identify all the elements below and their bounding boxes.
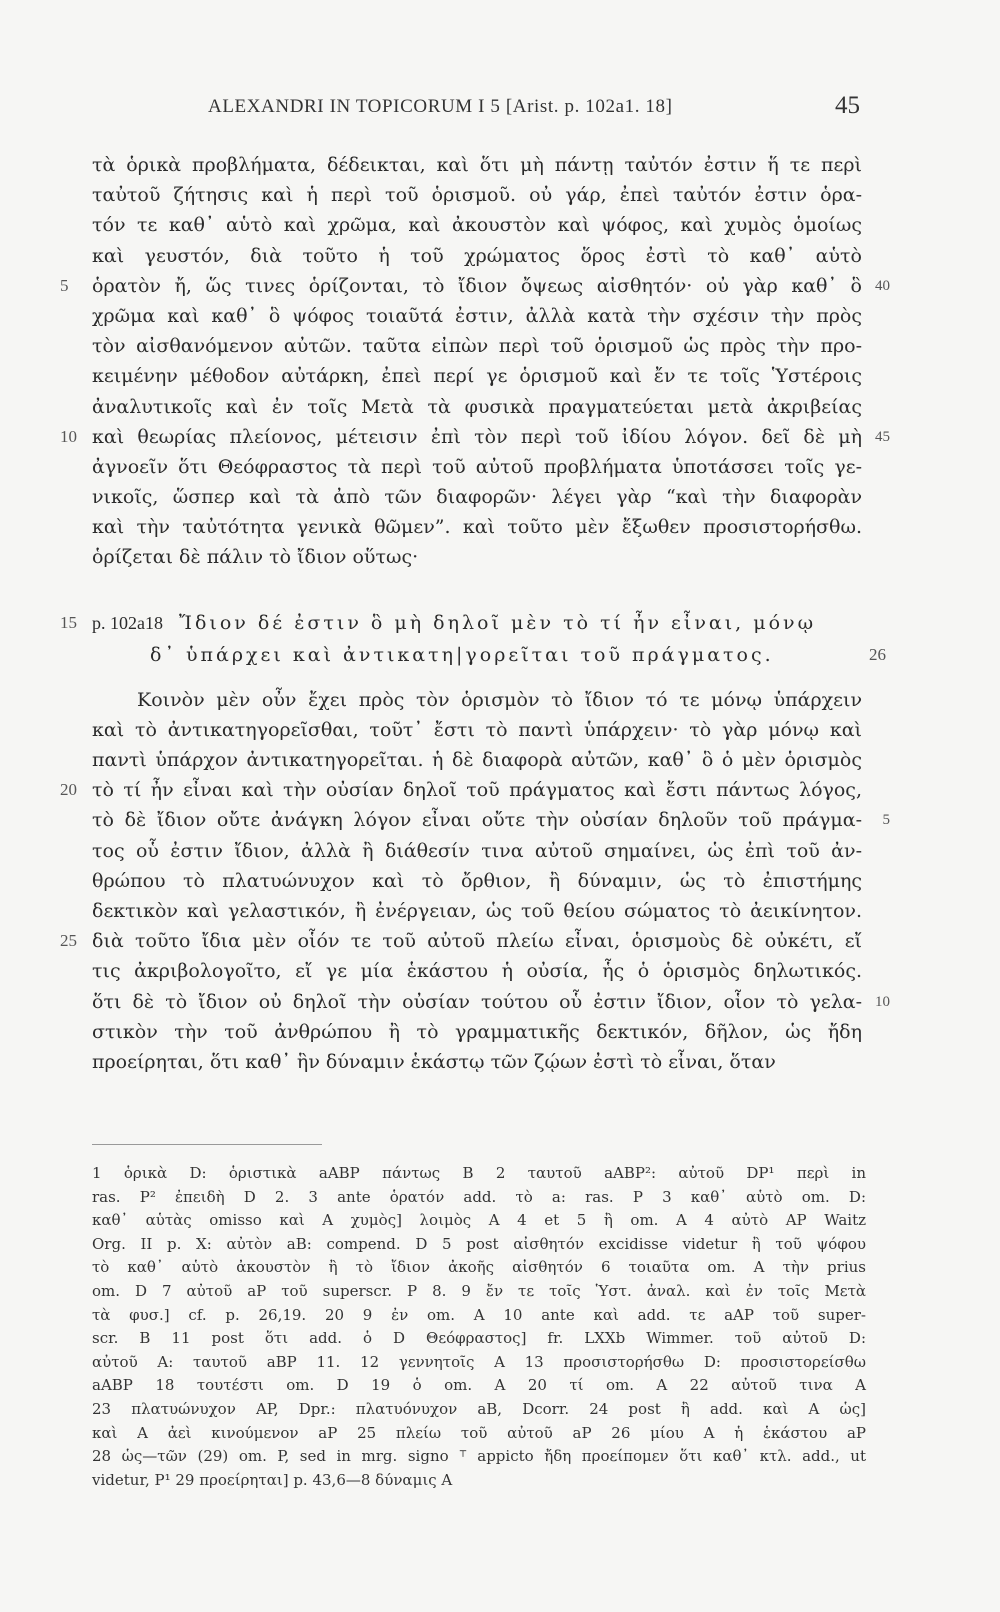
lemma-text-1: Ἴδιον δέ ἐστιν ὃ μὴ δηλοῖ μὲν τὸ τί ἦν εἶναι, μόνῳ — [179, 611, 817, 634]
line-text: στικὸν τὴν τοῦ ἀνθρώπου ἢ τὸ γραμματικῆς δεκτικόν, δῆλον, ὡς ἤδη — [92, 1020, 862, 1043]
text-line — [92, 1017, 862, 1047]
page-header — [0, 92, 1000, 132]
text-line — [92, 512, 862, 542]
apparatus-line: τὸ καθ᾽ αὑτὸ ἀκουστὸν ἢ τὸ ἴδιον ἀκοῆς αἰσθητόν 6 τοιαῦτα om. A τὴν prius — [92, 1258, 866, 1277]
apparatus-line: videtur, P¹ 29 προείρηται] p. 43,6—8 δύναμις A — [92, 1470, 453, 1489]
text-line — [92, 685, 862, 715]
text-line — [92, 361, 862, 391]
apparatus-line: αὐτοῦ A: ταυτοῦ aBP 11. 12 γεννητοῖς A 13 προσιστορήσθω D: προσιστορείσθω — [92, 1352, 866, 1371]
lemma-line-2 — [92, 639, 886, 671]
line-text: ταὐτοῦ ζήτησις καὶ ἡ περὶ τοῦ ὁρισμοῦ. οὐ γάρ, ἐπεὶ ταὐτόν ἐστιν ὁρα- — [92, 184, 862, 207]
commentary-block-2 — [60, 685, 890, 1077]
text-line — [92, 542, 862, 572]
line-text: ἀναλυτικοῖς καὶ ἐν τοῖς Μετὰ τὰ φυσικὰ πραγματεύεται μετὰ ἀκριβείας — [92, 395, 862, 418]
line-text: τὸν αἰσθανόμενον αὐτῶν. ταῦτα εἰπὼν περὶ τοῦ ὁρισμοῦ ὡς πρὸς τὴν προ- — [92, 335, 862, 358]
line-text: θρώπου τὸ πλατυώνυχον καὶ τὸ ὄρθιον, ἢ δύναμιν, ὡς τὸ ἐπιστήμης — [92, 869, 862, 892]
text-line — [92, 150, 862, 180]
text-line — [60, 271, 890, 301]
text-line — [92, 452, 862, 482]
line-text: διὰ τοῦτο ἴδια μὲν οἷόν τε τοῦ αὐτοῦ πλείω εἶναι, ὁρισμοὺς δὲ οὐκέτι, εἴ — [92, 930, 862, 953]
footnote-rule — [92, 1144, 322, 1145]
text-line — [92, 331, 862, 361]
margin-number: 5 — [882, 812, 890, 829]
lemma-block — [60, 607, 886, 671]
line-text: ὁρατὸν ἤ, ὥς τινες ὁρίζονται, τὸ ἴδιον ὄψεως αἰσθητόν· οὐ γὰρ καθ᾽ ὃ — [92, 274, 862, 297]
line-text: τόν τε καθ᾽ αὑτὸ καὶ χρῶμα, καὶ ἀκουστὸν καὶ ψόφος, καὶ χυμὸς ὁμοίως — [92, 214, 862, 237]
text-line — [92, 210, 862, 240]
text-line — [92, 866, 862, 896]
running-head: ALEXANDRI IN TOPICORUM I 5 [Arist. p. 102a1. 18] — [208, 96, 673, 117]
line-text: τὰ ὁρικὰ προβλήματα, δέδεικται, καὶ ὅτι μὴ πάντῃ ταὐτόν ἐστιν ἥ τε περὶ — [92, 154, 862, 176]
text-line — [60, 775, 862, 805]
apparatus-line: 1 ὁρικὰ D: ὁριστικὰ aABP πάντως B 2 ταυτοῦ aABP²: αὐτοῦ DP¹ περὶ in — [92, 1164, 866, 1182]
line-text: Κοινὸν μὲν οὖν ἔχει πρὸς τὸν ὁρισμὸν τὸ ἴδιον τό τε μόνῳ ὑπάρχειν — [137, 688, 862, 711]
line-text: τος οὗ ἐστιν ἴδιον, ἀλλὰ ἢ διάθεσίν τινα αὐτοῦ σημαίνει, ὡς ἐπὶ τοῦ ἀν- — [92, 839, 862, 862]
main-text — [60, 150, 890, 1077]
text-line — [60, 926, 862, 956]
line-number: 20 — [60, 780, 77, 800]
line-text: καὶ τὴν ταὐτότητα γενικὰ θῶμεν”. καὶ τοῦτο μὲν ἔξωθεν προσιστορήσθω. — [92, 516, 862, 539]
text-line — [60, 422, 890, 452]
line-number: 25 — [60, 931, 77, 951]
text-line — [92, 805, 890, 835]
line-number: 5 — [60, 275, 69, 295]
line-text: τὸ τί ἦν εἶναι καὶ τὴν οὐσίαν δηλοῖ τοῦ πράγματος καὶ ἔστι πάντως λόγος, — [92, 779, 862, 802]
line-text: καὶ τὸ ἀντικατηγορεῖσθαι, τοῦτ᾽ ἔστι τὸ παντὶ ὑπάρχειν· τὸ γὰρ μόνῳ καὶ — [92, 718, 862, 741]
margin-number: 45 — [875, 428, 890, 445]
line-text: καὶ θεωρίας πλείονος, μέτεισιν ἐπὶ τὸν περὶ τοῦ ἰδίου λόγον. δεῖ δὲ μὴ — [92, 425, 862, 448]
line-text: παντὶ ὑπάρχον ἀντικατηγορεῖται. ἡ δὲ διαφορὰ αὐτῶν, καθ᾽ ὃ ὁ μὲν ὁρισμὸς — [92, 749, 862, 771]
text-line — [92, 301, 862, 331]
margin-number: 40 — [875, 277, 890, 294]
section-gap-2 — [92, 671, 862, 685]
line-text: προείρηται, ὅτι καθ᾽ ἣν δύναμιν ἑκάστῳ τῶν ζῴων ἐστὶ τὸ εἶναι, ὅταν — [92, 1050, 776, 1073]
line-text: ἀγνοεῖν ὅτι Θεόφραστος τὰ περὶ τοῦ αὐτοῦ προβλήματα ὑποτάσσει τοῖς γε- — [92, 455, 862, 478]
lemma-text-2: δ᾽ ὑπάρχει καὶ ἀντικατη|γορεῖται τοῦ πράγματος. — [150, 643, 774, 666]
text-line — [92, 241, 862, 271]
apparatus-line: καὶ A ἀεὶ κινούμενον aP 25 πλείω τοῦ αὐτοῦ aP 26 μίου A ἡ ἑκάστου aP — [92, 1423, 866, 1442]
line-text: χρῶμα καὶ καθ᾽ ὃ ψόφος τοιαῦτά ἐστιν, ἀλλὰ κατὰ τὴν σχέσιν τὴν πρὸς — [92, 304, 862, 327]
apparatus-line: 23 πλατυώνυχον AP, Dpr.: πλατυόνυχον aB, Dcorr. 24 post ἢ add. καὶ A ὡς] — [92, 1399, 866, 1418]
apparatus-line: ras. P² ἐπειδὴ D 2. 3 ante ὁρατόν add. τὸ a: ras. P 3 καθ᾽ αὑτὸ om. D: — [92, 1187, 866, 1206]
lemma-reference: p. 102a18 — [92, 612, 163, 633]
line-text: ὁρίζεται δὲ πάλιν τὸ ἴδιον οὕτως· — [92, 546, 419, 569]
critical-apparatus — [92, 1162, 866, 1492]
apparatus-line: aABP 18 τουτέστι om. D 19 ὁ om. A 20 τί om. A 22 αὐτοῦ τινα A — [92, 1376, 866, 1395]
apparatus-line: τὰ φυσ.] cf. p. 26,19. 20 9 ἐν om. A 10 ante καὶ add. τε aAP τοῦ super- — [92, 1305, 866, 1324]
lemma-line-number: 15 — [60, 612, 77, 632]
line-text: τὸ δὲ ἴδιον οὔτε ἀνάγκη λόγον εἶναι οὔτε τὴν οὐσίαν δηλοῦν τοῦ πράγμα- — [92, 809, 862, 832]
apparatus-line: om. D 7 αὐτοῦ aP τοῦ superscr. P 8. 9 ἔν τε τοῖς Ὑστ. ἀναλ. καὶ ἐν τοῖς Μετὰ — [92, 1281, 866, 1300]
text-line — [92, 482, 862, 512]
text-line — [92, 987, 890, 1017]
text-line — [92, 896, 862, 926]
apparatus-line: Org. II p. X: αὐτὸν aB: compend. D 5 post αἰσθητόν excidisse videtur ἢ τοῦ ψόφου — [92, 1234, 866, 1253]
lemma-margin-page: 26 — [869, 644, 886, 664]
text-line — [92, 1047, 862, 1077]
page-number: 45 — [835, 92, 860, 119]
commentary-block-1 — [60, 150, 890, 573]
line-text: δεκτικὸν καὶ γελαστικόν, ἢ ἐνέργειαν, ὡς τοῦ θείου σώματος τὸ ἀεικίνητον. — [92, 899, 862, 922]
text-line — [92, 715, 862, 745]
text-line — [92, 180, 862, 210]
line-number: 10 — [60, 426, 77, 446]
line-text: κειμένην μέθοδον αὐτάρκη, ἐπεὶ περί γε ὁρισμοῦ καὶ ἔν τε τοῖς Ὑστέροις — [92, 365, 862, 388]
lemma-line-1 — [60, 607, 862, 639]
text-line — [92, 956, 862, 986]
text-line — [92, 745, 862, 775]
line-text: ὅτι δὲ τὸ ἴδιον οὐ δηλοῖ τὴν οὐσίαν τούτου οὗ ἐστιν ἴδιον, οἷον τὸ γελα- — [92, 990, 862, 1013]
apparatus-line: scr. B 11 post ὅτι add. ὁ D Θεόφραστος] fr. LXXb Wimmer. τοῦ αὐτοῦ D: — [92, 1329, 866, 1348]
line-text: νικοῖς, ὥσπερ καὶ τὰ ἀπὸ τῶν διαφορῶν· λέγει γὰρ “καὶ τὴν διαφορὰν — [92, 486, 862, 509]
section-gap — [92, 573, 862, 607]
apparatus-line: καθ᾽ αὑτὰς omisso καὶ A χυμὸς] λοιμὸς A 4 et 5 ἢ om. A 4 αὐτὸ AP Waitz — [92, 1211, 866, 1230]
text-line — [92, 392, 862, 422]
line-text: τις ἀκριβολογοῖτο, εἴ γε μία ἑκάστου ἡ οὐσία, ἧς ὁ ὁρισμὸς δηλωτικός. — [92, 960, 862, 983]
margin-number: 10 — [875, 993, 890, 1010]
text-line — [92, 836, 862, 866]
line-text: καὶ γευστόν, διὰ τοῦτο ἡ τοῦ χρώματος ὅρος ἐστὶ τὸ καθ᾽ αὑτὸ — [92, 244, 862, 267]
apparatus-line: 28 ὡς—τῶν (29) om. P, sed in mrg. signo ⸆ appicto ἤδη προείπομεν ὅτι καθ᾽ κτλ. add., ut — [92, 1447, 866, 1466]
